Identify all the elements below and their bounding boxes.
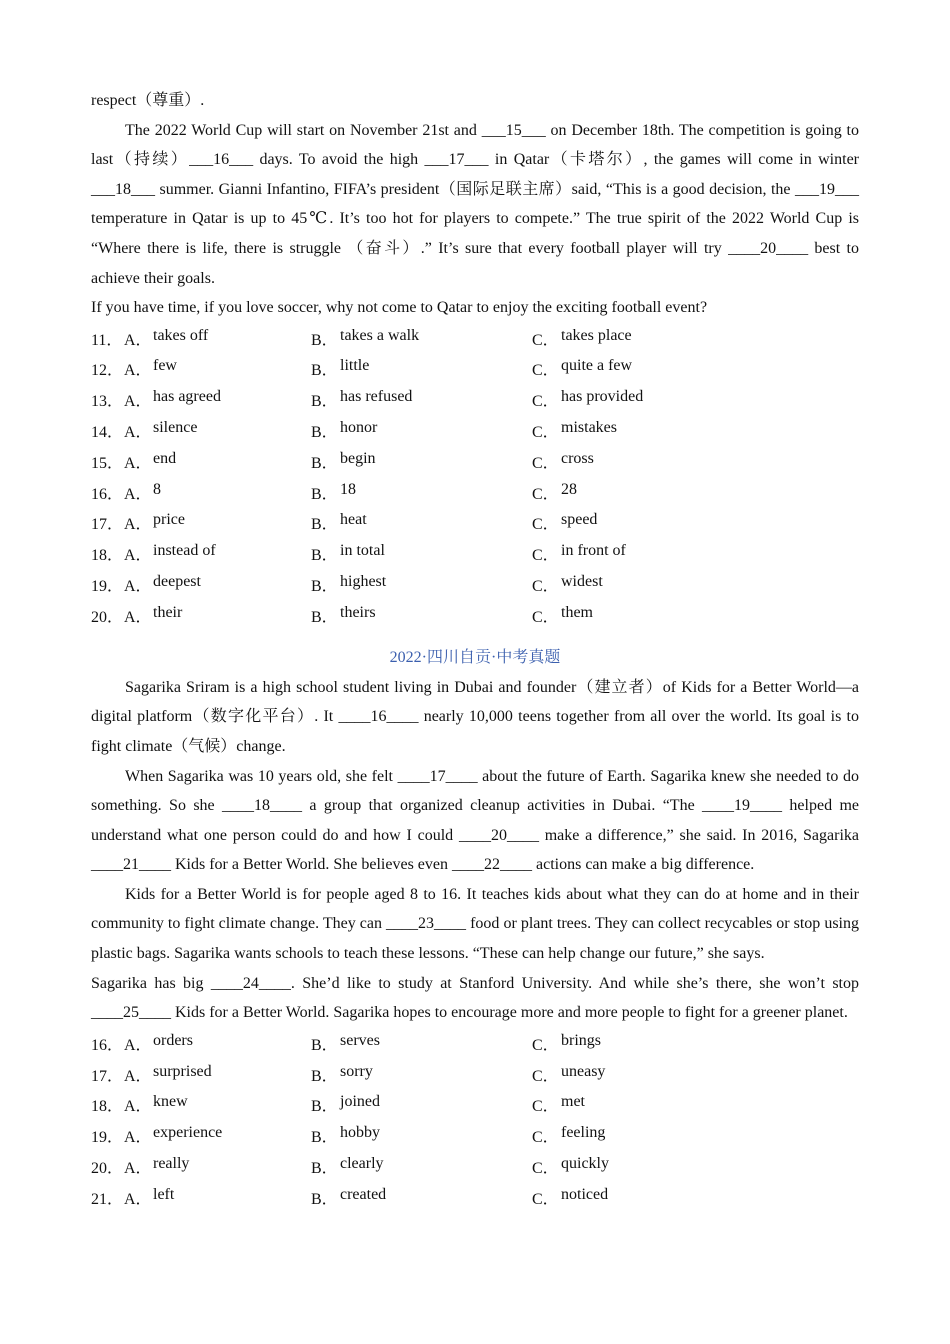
option-text: end <box>153 449 177 467</box>
option-c <box>532 1093 852 1116</box>
question-row <box>91 477 859 508</box>
option-b <box>311 573 532 596</box>
option-text: instead of <box>153 542 216 560</box>
question-row <box>91 508 859 539</box>
option-text: them <box>561 603 593 621</box>
option-letter: B． <box>311 516 338 534</box>
question-number: 18． <box>91 1098 124 1116</box>
option-letter: C． <box>532 1098 559 1116</box>
option-letter: A． <box>124 424 152 442</box>
option-letter: A． <box>124 578 152 596</box>
question-row <box>91 323 859 354</box>
option-c <box>532 511 852 534</box>
question-number: 20． <box>91 608 124 626</box>
option-letter: C． <box>532 331 559 349</box>
option-text: in total <box>340 542 385 560</box>
option-text: feeling <box>561 1124 606 1142</box>
option-a <box>124 604 311 627</box>
option-text: begin <box>340 449 376 467</box>
option-text: brings <box>561 1031 601 1049</box>
option-text: noticed <box>561 1185 609 1203</box>
option-text: cross <box>561 449 594 467</box>
option-c <box>532 604 852 627</box>
option-b <box>311 1124 532 1147</box>
option-text: uneasy <box>561 1062 606 1080</box>
question-number: 19． <box>91 1129 124 1147</box>
option-text: mistakes <box>561 419 617 437</box>
question-row <box>91 415 859 446</box>
option-letter: B． <box>311 578 338 596</box>
option-text: knew <box>153 1093 188 1111</box>
question-row <box>91 1028 859 1059</box>
option-letter: B． <box>311 362 338 380</box>
option-letter: C． <box>532 362 559 380</box>
option-b <box>311 604 532 627</box>
option-letter: C． <box>532 393 559 411</box>
option-a <box>124 1155 311 1178</box>
option-b <box>311 450 532 473</box>
option-letter: A． <box>124 485 152 503</box>
option-b <box>311 1155 532 1178</box>
option-text: 8 <box>153 480 161 498</box>
option-c <box>532 573 852 596</box>
option-letter: A． <box>124 1129 152 1147</box>
paragraph: Sagarika has big ____24____. She’d like to study at Stanford University. And while she’s there, she won’t stop ____25____ Kids for a Better World. Sagarika hopes to encourage more and more people to fight for a greener planet. <box>91 974 859 1022</box>
option-text: takes a walk <box>340 326 420 344</box>
option-letter: B． <box>311 1067 338 1085</box>
paragraph: The 2022 World Cup will start on November 21st and ___15___ on December 18th. The competition is going to last（持续）___16___ days. To avoid the high ___17___ in Qatar（卡塔尔）, the games will come in winter ___18___ summer. Gianni Infantino, FIFA’s president（国际足联主席）said, “This is a good decision, the ___19___ temperature in Qatar is up to 45℃. It’s too hot for players to compete.” The true spirit of the 2022 World Cup is “Where there is life, there is struggle （奋斗）.” It’s sure that every football player will try ____20____ best to achieve their goals. <box>91 121 859 287</box>
option-letter: C． <box>532 485 559 503</box>
option-letter: A． <box>124 1067 152 1085</box>
option-text: highest <box>340 573 387 591</box>
option-c <box>532 1155 852 1178</box>
option-a <box>124 327 311 350</box>
option-letter: B． <box>311 1190 338 1208</box>
option-text: orders <box>153 1031 193 1049</box>
question-row <box>91 354 859 385</box>
option-text: in front of <box>561 542 626 560</box>
option-text: speed <box>561 511 598 529</box>
question-number: 21． <box>91 1190 124 1208</box>
passage-2-text <box>91 673 859 1028</box>
question-row <box>91 538 859 569</box>
option-text: widest <box>561 573 603 591</box>
option-b <box>311 542 532 565</box>
question-row <box>91 1089 859 1120</box>
passage-2-options <box>91 1028 859 1213</box>
option-text: their <box>153 603 183 621</box>
option-b <box>311 481 532 504</box>
option-a <box>124 388 311 411</box>
option-b <box>311 419 532 442</box>
option-text: takes place <box>561 326 632 344</box>
option-letter: B． <box>311 424 338 442</box>
option-letter: B． <box>311 1129 338 1147</box>
option-text: serves <box>340 1031 380 1049</box>
option-a <box>124 357 311 380</box>
option-letter: A． <box>124 362 152 380</box>
content-area <box>91 86 859 1213</box>
option-a <box>124 1186 311 1209</box>
option-letter: C． <box>532 1036 559 1054</box>
option-letter: B． <box>311 331 338 349</box>
option-text: sorry <box>340 1062 373 1080</box>
option-text: clearly <box>340 1154 384 1172</box>
option-letter: B． <box>311 393 338 411</box>
option-text: experience <box>153 1124 223 1142</box>
option-letter: A． <box>124 454 152 472</box>
option-c <box>532 1032 852 1055</box>
option-letter: B． <box>311 547 338 565</box>
option-letter: A． <box>124 1190 152 1208</box>
option-text: honor <box>340 419 378 437</box>
option-c <box>532 327 852 350</box>
option-text: met <box>561 1093 585 1111</box>
paragraph: Kids for a Better World is for people aged 8 to 16. It teaches kids about what they can do at home and in their community to fight climate change. They can ____23____ food or plant trees. They can collect recycables or stop using plastic bags. Sagarika wants schools to teach these lessons. “These can help change our future,” she says. <box>91 885 859 963</box>
option-text: price <box>153 511 185 529</box>
option-a <box>124 1032 311 1055</box>
option-text: surprised <box>153 1062 212 1080</box>
passage-1-text <box>91 86 859 323</box>
passage-1-options <box>91 323 859 631</box>
option-letter: C． <box>532 516 559 534</box>
option-letter: A． <box>124 1036 152 1054</box>
option-text: has provided <box>561 388 644 406</box>
option-letter: C． <box>532 1159 559 1177</box>
paragraph: When Sagarika was 10 years old, she felt ____17____ about the future of Earth. Sagarika knew she needed to do something. So she ____18____ a group that organized cleanup activities in Dubai. “The ____19____ helped me understand what one person could do and how I could ____20____ make a difference,” she said. In 2016, Sagarika ____21____ Kids for a Better World. She believes even ____22____ actions can make a big difference. <box>91 767 859 874</box>
question-number: 12． <box>91 362 124 380</box>
option-letter: C． <box>532 547 559 565</box>
option-text: takes off <box>153 326 209 344</box>
question-row <box>91 569 859 600</box>
option-text: few <box>153 357 177 375</box>
question-number: 19． <box>91 578 124 596</box>
option-letter: C． <box>532 424 559 442</box>
option-c <box>532 542 852 565</box>
option-letter: A． <box>124 393 152 411</box>
option-text: quickly <box>561 1154 609 1172</box>
option-text: joined <box>340 1093 380 1111</box>
question-row <box>91 446 859 477</box>
option-letter: A． <box>124 331 152 349</box>
option-c <box>532 1186 852 1209</box>
question-number: 11． <box>91 331 123 349</box>
question-row <box>91 1151 859 1182</box>
option-a <box>124 1124 311 1147</box>
question-number: 18． <box>91 547 124 565</box>
option-text: has refused <box>340 388 413 406</box>
option-letter: A． <box>124 547 152 565</box>
question-number: 16． <box>91 1036 124 1054</box>
question-row <box>91 1059 859 1090</box>
option-letter: A． <box>124 608 152 626</box>
question-number: 14． <box>91 424 124 442</box>
option-letter: C． <box>532 608 559 626</box>
option-letter: A． <box>124 1098 152 1116</box>
option-text: created <box>340 1185 387 1203</box>
question-number: 17． <box>91 1067 124 1085</box>
option-a <box>124 1063 311 1086</box>
option-text: silence <box>153 419 198 437</box>
option-letter: C． <box>532 1190 559 1208</box>
option-letter: B． <box>311 1036 338 1054</box>
option-b <box>311 1186 532 1209</box>
option-b <box>311 357 532 380</box>
option-a <box>124 419 311 442</box>
option-c <box>532 1063 852 1086</box>
option-letter: B． <box>311 1159 338 1177</box>
paragraph: Sagarika Sriram is a high school student living in Dubai and founder（建立者）of Kids for a Better World—a digital platform（数字化平台）. It ____16____ nearly 10,000 teens together from all over the world. Its goal is to fight climate（气候）change. <box>91 678 859 755</box>
question-row <box>91 600 859 631</box>
paragraph: If you have time, if you love soccer, why not come to Qatar to enjoy the exciting football event? <box>91 299 708 317</box>
option-c <box>532 388 852 411</box>
option-b <box>311 327 532 350</box>
option-letter: A． <box>124 516 152 534</box>
option-a <box>124 481 311 504</box>
question-row <box>91 384 859 415</box>
option-a <box>124 573 311 596</box>
option-a <box>124 450 311 473</box>
option-b <box>311 388 532 411</box>
option-letter: C． <box>532 454 559 472</box>
option-a <box>124 542 311 565</box>
question-row <box>91 1182 859 1213</box>
option-letter: B． <box>311 608 338 626</box>
option-letter: B． <box>311 485 338 503</box>
option-a <box>124 511 311 534</box>
option-text: theirs <box>340 603 376 621</box>
option-text: 18 <box>340 480 356 498</box>
option-text: really <box>153 1154 190 1172</box>
option-c <box>532 419 852 442</box>
section-title: 2022·四川自贡·中考真题 <box>389 648 561 666</box>
option-text: heat <box>340 511 367 529</box>
option-b <box>311 1093 532 1116</box>
option-text: deepest <box>153 573 201 591</box>
question-number: 13． <box>91 393 124 411</box>
question-number: 17． <box>91 516 124 534</box>
question-number: 20． <box>91 1159 124 1177</box>
option-text: quite a few <box>561 357 633 375</box>
option-text: hobby <box>340 1124 380 1142</box>
option-letter: C． <box>532 1067 559 1085</box>
option-letter: B． <box>311 454 338 472</box>
option-c <box>532 450 852 473</box>
option-b <box>311 511 532 534</box>
option-letter: C． <box>532 578 559 596</box>
option-b <box>311 1032 532 1055</box>
question-number: 16． <box>91 485 124 503</box>
option-c <box>532 357 852 380</box>
option-text: 28 <box>561 480 577 498</box>
option-letter: A． <box>124 1159 152 1177</box>
option-letter: B． <box>311 1098 338 1116</box>
question-row <box>91 1120 859 1151</box>
option-c <box>532 1124 852 1147</box>
option-c <box>532 481 852 504</box>
option-letter: C． <box>532 1129 559 1147</box>
option-text: has agreed <box>153 388 221 406</box>
option-b <box>311 1063 532 1086</box>
option-text: left <box>153 1185 175 1203</box>
paragraph: respect（尊重）. <box>91 92 205 109</box>
option-a <box>124 1093 311 1116</box>
option-text: little <box>340 357 370 375</box>
question-number: 15． <box>91 454 124 472</box>
